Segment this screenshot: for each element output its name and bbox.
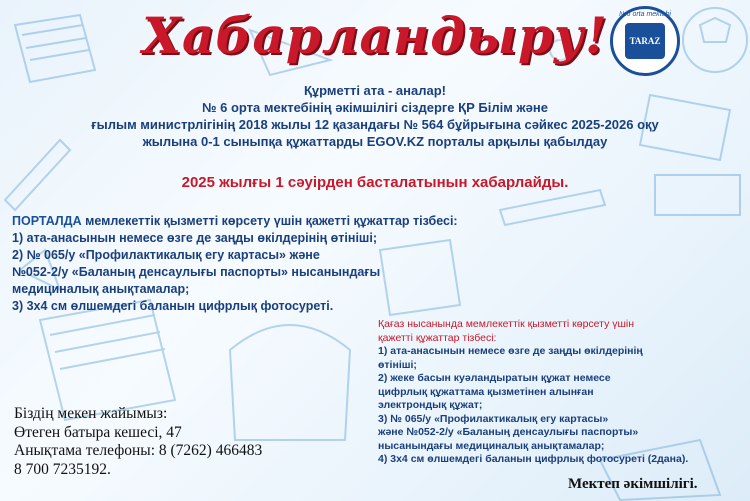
paper-documents-list (378, 318, 743, 467)
intro-block (80, 82, 670, 150)
announcement-title: Хабарландыру! (142, 6, 608, 65)
portal-heading-rest: мемлекеттік қызметті көрсету үшін қажетті құжаттар тізбесі: (81, 214, 458, 228)
logo-text: TARAZ (629, 36, 661, 46)
paper-item: электрондық құжат; (378, 399, 483, 411)
intro-greeting: Құрметті ата - аналар! (303, 83, 447, 98)
logo-ring-text: №6 orta mektebi (619, 11, 671, 18)
address-street: Өтеген батыра кешесі, 47 (14, 423, 182, 441)
paper-item: 4) 3х4 см өлшемдегі баланын цифрлық фотосуреті (2дана). (378, 453, 689, 465)
portal-item: №052-2/у «Баланың денсаулығы паспорты» нысанындағы (12, 265, 381, 279)
date-announcement: 2025 жылғы 1 сәуірден басталатынын хабарлайды. (181, 174, 569, 191)
portal-item: 2) № 065/у «Профилактикалық егу картасы» және (12, 248, 320, 262)
contact-address (14, 405, 262, 479)
paper-item: нысанындағы медициналық анықтамалар; (378, 439, 605, 452)
signature: Мектеп әкімшілігі. (568, 476, 698, 492)
intro-line: ғылым министрлігінің 2018 жылы 12 қазандағы № 564 бұйрығына сәйкес 2025-2026 оқу (91, 117, 659, 132)
portal-item: 3) 3х4 см өлшемдегі баланын цифрлық фотосуреті. (12, 299, 334, 313)
paper-item: цифрлық құжаттама қызметінен алынған (378, 385, 594, 398)
portal-documents-list (12, 213, 472, 315)
portal-heading (12, 213, 472, 230)
address-heading: Біздің мекен жайымыз: (14, 405, 168, 422)
paper-heading: қажетті құжаттар тізбесі: (378, 331, 497, 344)
school-logo (610, 6, 680, 76)
paper-item: және №052-2/у «Баланың денсаулығы паспорты» (378, 426, 639, 438)
address-phone-mobile: 8 700 7235192. (14, 460, 111, 478)
portal-item: медициналық анықтамалар; (12, 282, 190, 296)
portal-item: 1) ата-анасынын немесе өзге де заңды өкілдерінің өтініші; (12, 231, 377, 245)
paper-item: өтініші; (378, 358, 417, 371)
intro-line: № 6 орта мектебінің әкімшілігі сіздерге ҚР Білім және (202, 100, 548, 115)
portal-heading-word: ПОРТАЛДА (12, 214, 82, 228)
paper-item: 3) № 065/у «Профилактикалық егу картасы» (378, 412, 609, 425)
paper-item: 1) ата-анасынын немесе өзге де заңды өкілдерінің (378, 345, 643, 357)
intro-line: жылына 0-1 сыныпқа құжаттарды EGOV.KZ порталы арқылы қабылдау (142, 134, 608, 149)
paper-heading: Қағаз нысанында мемлекеттік қызметті көрсету үшін (378, 318, 635, 330)
address-phone: Анықтама телефоны: 8 (7262) 466483 (14, 442, 263, 459)
paper-item: 2) жеке басын куәландыратын құжат немесе (378, 372, 611, 384)
